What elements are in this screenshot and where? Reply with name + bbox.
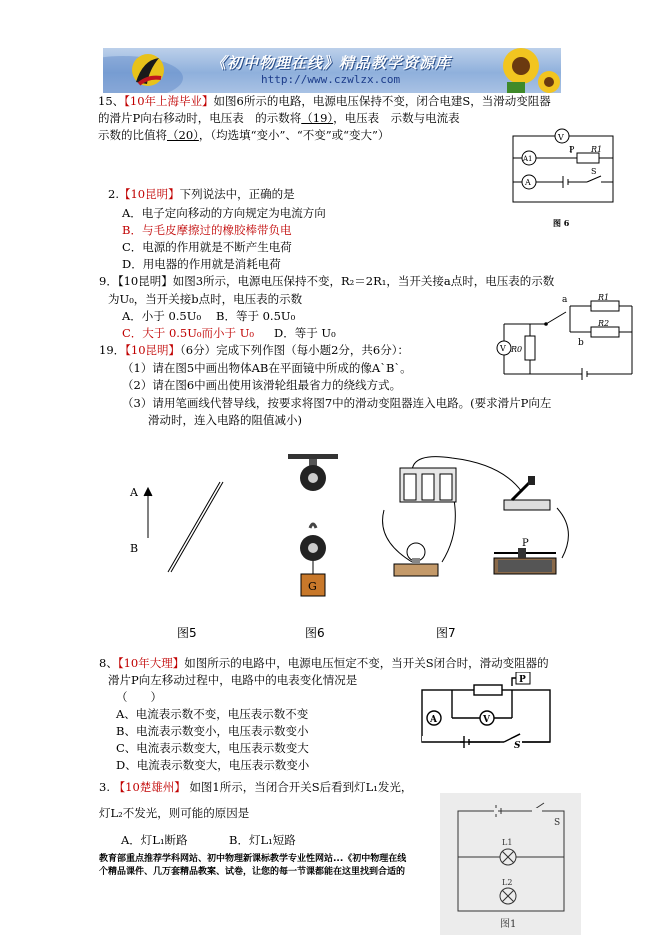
fig5-caption: 图5: [177, 626, 197, 640]
q2-number: 2.: [108, 187, 119, 201]
fig6-r1-label: R1: [591, 145, 603, 154]
fig1-caption: 图1: [500, 919, 517, 930]
blank-20: （20）: [167, 128, 199, 142]
q15-text1: 如图6所示的电路，电源电压保持不变，闭合电建S，当滑动变阻器: [213, 94, 551, 108]
q9-line2: 为U₀，当开关接b点时，电压表的示数: [108, 292, 303, 306]
q2-option-c: C．电源的作用就是不断产生电荷: [122, 240, 292, 254]
q9-line1: 9．【10昆明】如图3所示，电源电压保持不变，R₂＝2R₁，当开关接a点时，电压表的示数: [99, 274, 555, 288]
resistor-r2-symbol: [591, 327, 619, 337]
fig3-a-label: a: [562, 295, 568, 305]
blank-19: （19）: [301, 111, 334, 125]
q15-text3b: ，（均选填“变小”、“不变”或“变大”）: [198, 128, 390, 142]
sunflower-icon: [503, 48, 560, 93]
fig3-b-label: b: [578, 338, 584, 348]
figure-6-pulleys: [288, 448, 338, 608]
ceiling-bar: [288, 454, 338, 459]
fig6-caption: 图6: [305, 626, 325, 640]
figure-5-mirror: [120, 470, 230, 580]
q2-stem-text: 下列说法中，正确的是: [179, 187, 295, 201]
figure-3-circuit: [486, 290, 636, 382]
q8-line1: [99, 655, 549, 671]
fig6-a-label: A: [525, 178, 531, 187]
figure-6-circuit: [505, 122, 625, 230]
figure-7-circuit: [372, 450, 582, 585]
q8-option-c: C、电流表示数变大，电压表示数变大: [116, 741, 309, 755]
banner-url: http://www.czwlzx.com: [261, 73, 401, 86]
q8-rheostat-symbol: [474, 685, 502, 695]
q3-number: 3.: [99, 780, 110, 794]
figure-1-circuit: [440, 793, 581, 935]
q3-line2: 灯L₂不发光，则可能的原因是: [99, 806, 250, 820]
q8-option-d: D、电流表示数变大，电压表示数变小: [116, 758, 310, 772]
footer-line1: 教育部重点推荐学科网站、初中物理新课标教学专业性网站...《初中物理在线: [99, 854, 407, 864]
q15-line2: [98, 110, 460, 126]
q8-tag: 【10年大理】: [117, 656, 185, 670]
fig3-v-label: V: [500, 344, 506, 353]
q19-item2: （2）请在图6中画出使用该滑轮组最省力的绕线方式。: [122, 378, 402, 392]
q8-s-label: S: [514, 741, 521, 748]
q9-option-b: B．等于 0.5U₀: [216, 309, 296, 323]
q19-number: 19．: [99, 343, 126, 357]
q8-a-label: A: [430, 715, 437, 725]
q3-option-b: B．灯L₁短路: [229, 833, 296, 847]
bulb-icon: [394, 543, 438, 576]
q15-tag: 【10年上海毕业】: [124, 94, 214, 108]
fig3-r2-label: R2: [598, 319, 610, 328]
q15-line3: [98, 127, 389, 143]
q19-item3-line2: 滑动时，连入电路的阻值减小): [148, 413, 302, 427]
q2-option-d: D．用电器的作用就是消耗电荷: [122, 257, 281, 271]
q3-option-a: A．灯L₁断路: [121, 833, 188, 847]
q15-text3a: 示数的比值将: [98, 128, 167, 142]
q19-item3-line1: （3）请用笔画线代替导线，按要求将图7中的滑动变阻器连入电路。(要求滑片P向左: [122, 396, 552, 410]
footer-line2: 个精品课件、几万套精品教案、试卷，让您的每一节课都能在这里找到合适的: [99, 867, 406, 877]
q3-text1: 如图1所示，当闭合开关S后看到灯L₁发光，: [189, 780, 413, 794]
fig6-p-label: P: [569, 145, 575, 154]
q2-option-b: B．与毛皮摩擦过的橡胶棒带负电: [122, 223, 292, 237]
q3-tag: 【10楚雄州】: [113, 780, 186, 794]
fig7-caption: 图7: [436, 626, 456, 640]
fig3-r1-label: R1: [598, 293, 610, 302]
banner-title: 《初中物理在线》精品教学资源库: [211, 54, 452, 72]
header-banner: [103, 48, 561, 93]
q2-option-a: A．电子定向移动的方向规定为电流方向: [122, 206, 326, 220]
q8-text1: 如图所示的电路中，电源电压恒定不变，当开关S闭合时，滑动变阻器的: [184, 656, 549, 670]
q19-tag: 【10昆明】: [125, 343, 181, 357]
q9-option-a: A．小于 0.5U₀: [122, 309, 202, 323]
q19-stem-text: （6分）完成下列作图（每小题2分，共6分）：: [180, 343, 409, 357]
q8-circuit: [412, 672, 558, 748]
q9-option-c: C．大于 0.5U₀而小于 U₀: [122, 326, 255, 340]
fig6-v-label: V: [558, 133, 564, 142]
q8-v-label: V: [483, 715, 490, 725]
fig1-s-label: S: [554, 818, 561, 828]
q8-answer-paren: （ ）: [116, 690, 162, 704]
plane-mirror: [168, 482, 220, 572]
q9-option-d: D．等于 U₀: [274, 326, 336, 340]
rheostat-r1-symbol: [577, 153, 599, 163]
fig6-caption: 图 6: [553, 218, 570, 228]
q15-line1: [98, 93, 551, 109]
q8-option-b: B、电流表示数变小，电压表示数变小: [116, 724, 309, 738]
fig6-a1-label: A1: [523, 155, 533, 163]
q15-text2b: ，电压表 示数与电流表: [333, 111, 460, 125]
resistor-r1-symbol: [591, 301, 619, 311]
fig3-r0-label: R0: [511, 345, 523, 354]
q19-stem: [99, 342, 409, 358]
fig6-g-label: G: [308, 580, 317, 593]
fig5-b-label: B: [130, 542, 139, 555]
q15-text2a: 的滑片P向右移动时，电压表 的示数将: [98, 111, 302, 125]
q8-number: 8、: [99, 656, 118, 670]
rheostat-icon: [494, 548, 556, 574]
q8-p-label: P: [519, 675, 526, 685]
q8-option-a: A、电流表示数不变，电压表示数不变: [116, 707, 309, 721]
fig7-p-label: P: [522, 538, 529, 549]
q3-line1: [99, 779, 412, 795]
fig1-l1-label: L1: [502, 838, 513, 847]
fig5-a-label: A: [130, 486, 138, 499]
fig6-s-label: S: [591, 167, 597, 176]
q8-line2: 滑片P向左移动过程中，电路中的电表变化情况是: [108, 673, 358, 687]
q2-tag: 【10昆明】: [118, 187, 180, 201]
knife-switch-icon: [504, 476, 550, 510]
battery-box-icon: [400, 468, 456, 502]
resistor-r0-symbol: [525, 336, 535, 360]
slider-p-icon: [518, 548, 526, 558]
q19-item1: （1）请在图5中画出物体AB在平面镜中所成的像A`B`。: [122, 361, 412, 375]
q2-stem: [108, 186, 295, 202]
fig1-l2-label: L2: [502, 878, 513, 887]
q15-number: 15、: [98, 94, 125, 108]
